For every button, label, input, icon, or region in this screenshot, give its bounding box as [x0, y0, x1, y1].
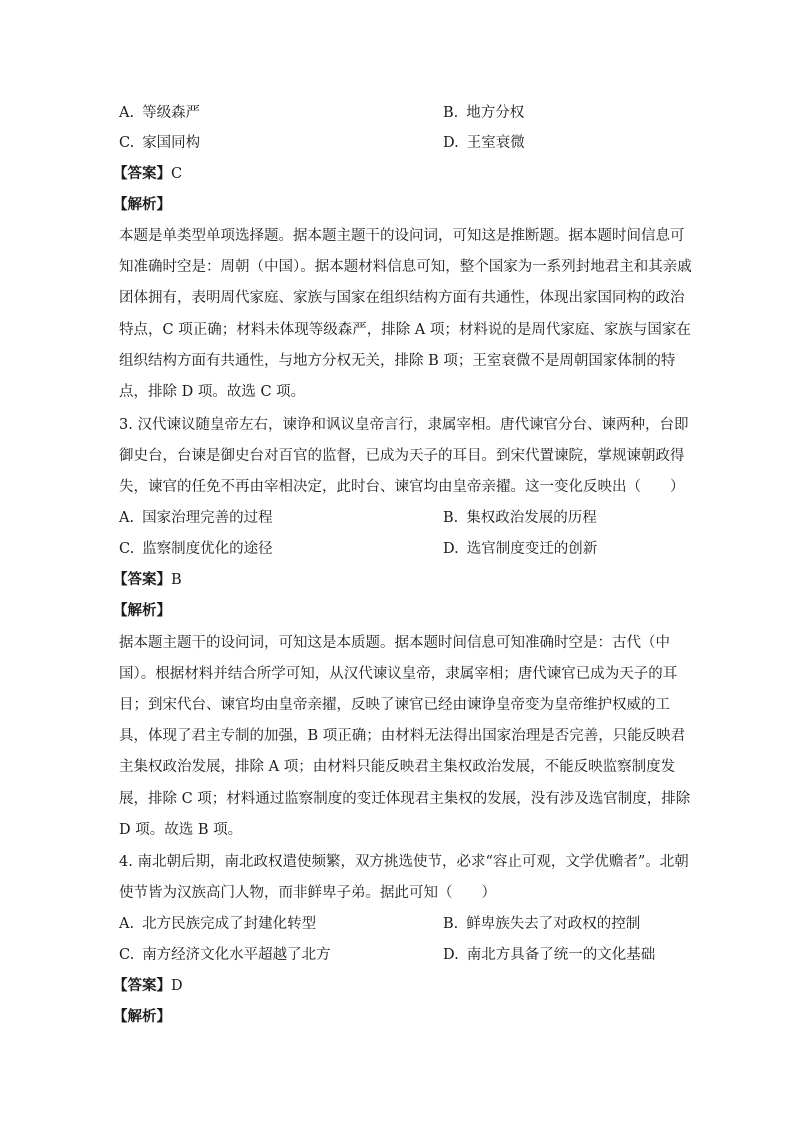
q2-analysis-line: 特点，C 项正确；材料未体现等级森严，排除 A 项；材料说的是周代家庭、家族与国家在 [119, 322, 691, 338]
q3-analysis-line: 目；到宋代台、谏官均由皇帝亲擢，反映了谏官已经由谏诤皇帝变为皇帝维护权威的工 [119, 697, 670, 713]
q4-stem-line: 使节皆为汉族高门人物，而非鲜卑子弟。据此可知（ ） [119, 885, 496, 901]
q3-analysis-line: 据本题主题干的设问词，可知这是本质题。据本题时间信息可知准确时空是：古代（中 [119, 635, 670, 651]
q2-analysis-label: 【解析】 [113, 196, 171, 213]
q2-answer: 【答案】C [113, 165, 183, 182]
q3-stem-line: 3. 汉代谏议随皇帝左右，谏诤和讽议皇帝言行，隶属宰相。唐代谏官分台、谏两种，台即 [119, 417, 689, 433]
q3-analysis-line: 国）。根据材料并结合所学可知，从汉代谏议皇帝，隶属宰相；唐代谏官已成为天子的耳 [119, 666, 678, 682]
q3-analysis-line: 具，体现了君主专制的加强，B 项正确；由材料无法得出国家治理是否完善，只能反映君 [119, 728, 686, 744]
q2-analysis-line: 团体拥有，表明周代家庭、家族与国家在组织结构方面有共通性，体现出家国同构的政治 [119, 290, 685, 306]
q3-option-b: B. 集权政治发展的历程 [443, 510, 597, 526]
q4-analysis-label: 【解析】 [113, 1008, 171, 1025]
q3-stem-line: 失，谏官的任免不再由宰相决定，此时台、谏官均由皇帝亲擢。这一变化反映出（ ） [119, 479, 685, 495]
q2-analysis-line: 本题是单类型单项选择题。据本题主题干的设问词，可知这是推断题。据本题时间信息可 [119, 228, 685, 244]
q3-stem-line: 御史台，台谏是御史台对百官的监督，已成为天子的耳目。到宋代置谏院，掌规谏朝政得 [119, 448, 685, 464]
q4-stem-line: 4. 南北朝后期，南北政权遣使频繁，双方挑选使节，必求“容止可观，文学优赡者”。北朝 [119, 854, 689, 870]
q4-option-c: C. 南方经济文化水平超越了北方 [119, 947, 331, 963]
q2-analysis-line: 组织结构方面有共通性，与地方分权无关，排除 B 项；王室衰微不是周朝国家体制的特 [119, 353, 676, 369]
q4-option-a: A. 北方民族完成了封建化转型 [119, 916, 317, 932]
q2-analysis-line: 知准确时空是：周朝（中国）。据本题材料信息可知，整个国家为一系列封地君主和其亲戚 [119, 259, 692, 275]
q2-analysis-line: 点，排除 D 项。故选 C 项。 [119, 384, 306, 400]
q3-option-c: C. 监察制度优化的途径 [119, 541, 273, 557]
q3-analysis-line: 展，排除 C 项；材料通过监察制度的变迁体现君主集权的发展，没有涉及选官制度，排除 [119, 791, 691, 807]
q3-option-d: D. 选官制度变迁的创新 [443, 541, 598, 557]
q3-answer: 【答案】B [113, 571, 182, 588]
q3-analysis-label: 【解析】 [113, 602, 171, 619]
q3-option-a: A. 国家治理完善的过程 [119, 510, 273, 526]
q2-option-a: A. 等级森严 [119, 105, 201, 121]
q4-option-b: B. 鲜卑族失去了对政权的控制 [443, 916, 641, 932]
q4-option-d: D. 南北方具备了统一的文化基础 [443, 947, 656, 963]
q2-option-b: B. 地方分权 [443, 105, 525, 121]
q4-answer: 【答案】D [113, 977, 183, 994]
q3-analysis-line: 主集权政治发展，排除 A 项；由材料只能反映君主集权政治发展，不能反映监察制度发 [119, 759, 676, 775]
q2-option-c: C. 家国同构 [119, 135, 201, 151]
q2-option-d: D. 王室衰微 [443, 135, 525, 151]
q3-analysis-line: D 项。故选 B 项。 [119, 822, 243, 838]
